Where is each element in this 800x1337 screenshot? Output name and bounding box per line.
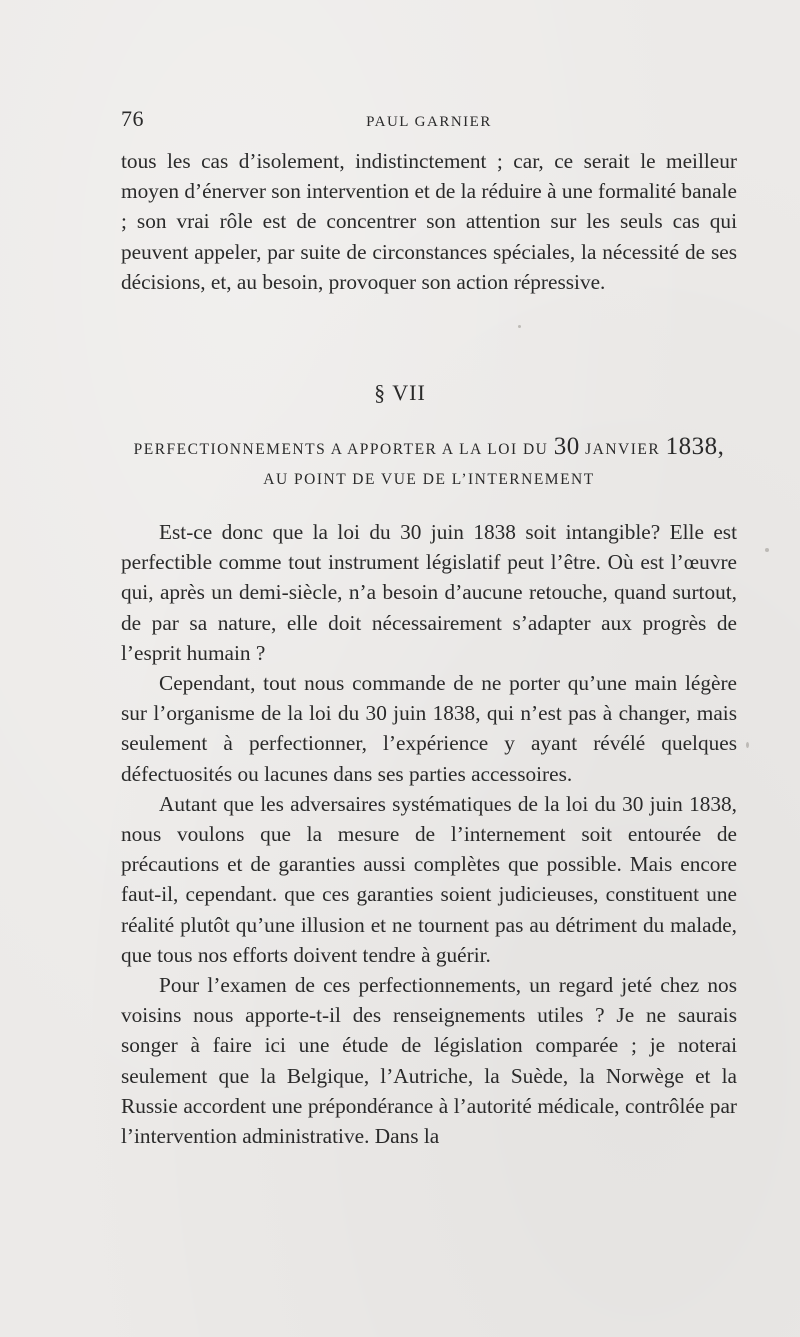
paper-speck (518, 325, 521, 328)
section-title-day: 30 (553, 433, 580, 460)
section-title-month: JANVIER (585, 441, 661, 458)
paragraph: tous les cas d’isolement, indistinctement ; car, ce serait le meilleur moyen d’énerver son intervention et de la réduire à une formalité banale ; son vrai rôle est de concentrer son attention sur les seuls cas qui peuvent appeler, par suite de circonstances spéciales, la nécessité de ses décisions, et, au besoin, provoquer son action répressive. (121, 149, 737, 294)
section-title-line-2: AU POINT DE VUE DE L’INTERNEMENT (263, 471, 595, 488)
page-number: 76 (121, 106, 144, 131)
section-title-year: 1838, (665, 433, 725, 460)
paper-speck (765, 548, 769, 552)
paragraph: Cependant, tout nous commande de ne porter qu’une main légère sur l’organisme de la loi du 30 juin 1838, qui n’est pas à changer, mais seulement à perfectionner, l’expérience y ayant révélé quelques défectuosités ou lacunes dans ses parties accessoires. (121, 671, 737, 786)
text-block-main (121, 517, 737, 1151)
section-title (121, 432, 737, 495)
text-block-top (121, 146, 737, 297)
running-head: PAUL GARNIER (366, 114, 492, 130)
section-title-line-1 (121, 432, 737, 465)
paragraph: Pour l’examen de ces perfectionnements, un regard jeté chez nos voisins nous apporte-t-il des renseignements utiles ? Je ne saurais songer à faire ici une étude de législation comparée ; je noterai seulement que la Belgique, l’Autriche, la Suède, la Norwège et la Russie accordent une prépondérance à l’autorité médicale, contrôlée par l’intervention administrative. Dans la (121, 973, 737, 1149)
page-header (121, 106, 737, 136)
section-heading: § VII (374, 380, 426, 405)
paper-speck (746, 742, 749, 748)
paragraph: Autant que les adversaires systématiques de la loi du 30 juin 1838, nous voulons que la mesure de l’internement soit entourée de précautions et de garanties aussi complètes que possible. Mais encore faut-il, cependant. que ces garanties soient judicieuses, constituent une réalité plutôt qu’une illusion et ne tournent pas au détriment du malade, que tous nos efforts doivent tendre à guérir. (121, 791, 737, 967)
section-title-text: PERFECTIONNEMENTS A APPORTER A LA LOI DU (133, 441, 549, 458)
paragraph: Est-ce donc que la loi du 30 juin 1838 soit intangible? Elle est perfectible comme tout instrument législatif peut l’être. Où est l’œuvre qui, après un demi-siècle, n’a besoin d’aucune retouche, quand surtout, de par sa nature, elle doit nécessairement s’adapter aux progrès de l’esprit humain ? (121, 520, 737, 665)
